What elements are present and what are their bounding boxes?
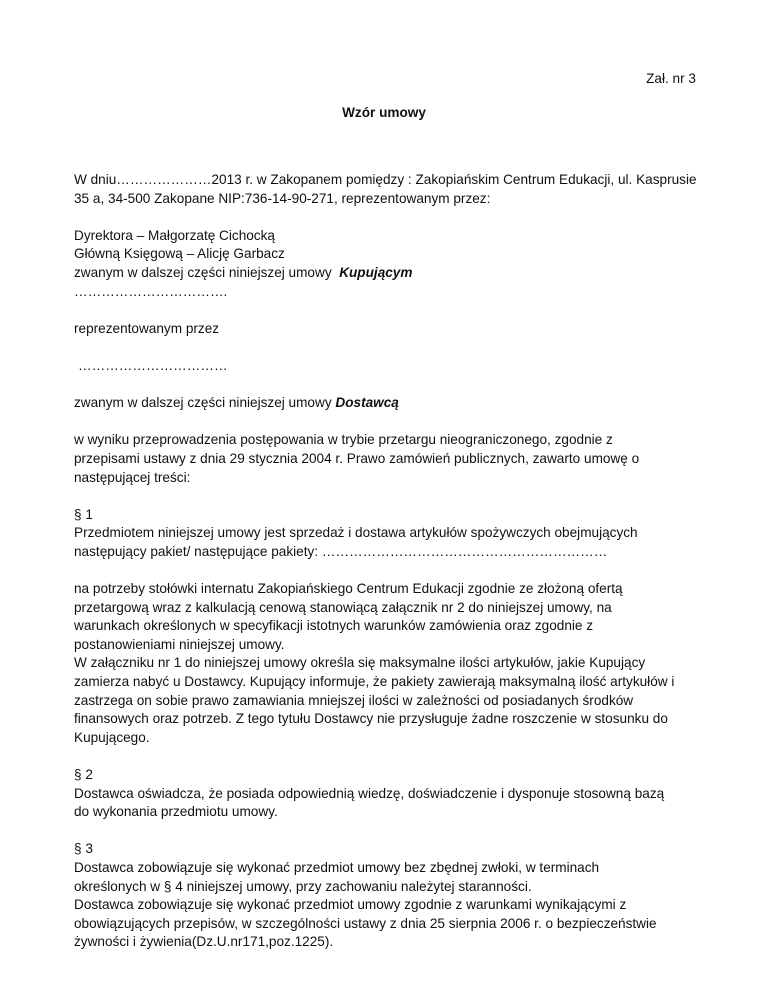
buyer-called-line bbox=[74, 264, 702, 283]
procedure-line: następującej treści: bbox=[74, 469, 191, 485]
section-heading: § 1 bbox=[74, 506, 93, 522]
attachment-label: Zał. nr 3 bbox=[646, 71, 696, 86]
represented-label: reprezentowanym przez bbox=[74, 320, 220, 336]
section-line: warunkach określonych w specyfikacji istotnych warunków zamówienia oraz zgodnie z bbox=[74, 618, 594, 634]
buyer-placeholder: ……………………………. bbox=[74, 283, 228, 299]
section-line: przetargową wraz z kalkulacją cenową stanowiącą załącznik nr 2 do niniejszej umowy, na bbox=[74, 599, 612, 615]
procedure-paragraph bbox=[74, 431, 702, 487]
section-1 bbox=[74, 506, 702, 562]
section-line: obowiązujących przepisów, w szczególności ustawy z dnia 25 sierpnia 2006 r. o bezpieczeństwie bbox=[74, 915, 657, 931]
procedure-line: w wyniku przeprowadzenia postępowania w trybie przetargu nieograniczonego, zgodnie z bbox=[74, 432, 613, 448]
buyer-paragraph bbox=[74, 227, 702, 301]
supplier-called-prefix: zwanym w dalszej części niniejszej umowy bbox=[74, 395, 332, 411]
section-line: Dostawca oświadcza, że posiada odpowiednią wiedzę, doświadczenie i dysponuje stosowną bazą bbox=[74, 785, 665, 801]
buyer-accountant: Główną Księgową – Alicję Garbacz bbox=[74, 246, 285, 262]
section-line: zamierza nabyć u Dostawcy. Kupujący informuje, że pakiety zawierają maksymalną ilość artykułów i bbox=[74, 674, 675, 690]
document-page bbox=[74, 0, 702, 994]
supplier-role: Dostawcą bbox=[335, 395, 399, 411]
section-line: określonych w § 4 niniejszej umowy, przy zachowaniu należytej staranności. bbox=[74, 878, 532, 894]
section-line: zastrzega on sobie prawo zamawiania mniejszej ilości w zależności od posiadanych środków bbox=[74, 692, 634, 708]
section-3 bbox=[74, 840, 702, 952]
represented-placeholder: …………………………… bbox=[78, 357, 228, 373]
supplier-called-line bbox=[74, 394, 702, 413]
section-line: Przedmiotem niniejszej umowy jest sprzedaż i dostawa artykułów spożywczych obejmujących bbox=[74, 525, 638, 541]
section-line: finansowych oraz potrzeb. Z tego tytułu Dostawcy nie przysługuje żadne roszczenie w stosunku do bbox=[74, 711, 668, 727]
section-1-details bbox=[74, 580, 702, 747]
section-line: następujący pakiet/ następujące pakiety: ……………………………………………………… bbox=[74, 543, 608, 559]
buyer-director: Dyrektora – Małgorzatę Cichocką bbox=[74, 227, 275, 243]
section-line: W załączniku nr 1 do niniejszej umowy określa się maksymalne ilości artykułów, jakie Kupujący bbox=[74, 655, 646, 671]
document-body bbox=[74, 171, 702, 952]
section-line: do wykonania przedmiotu umowy. bbox=[74, 804, 278, 820]
section-line: Kupującego. bbox=[74, 729, 150, 745]
section-line: na potrzeby stołówki internatu Zakopiańskiego Centrum Edukacji zgodnie ze złożoną ofertą bbox=[74, 581, 623, 597]
section-2 bbox=[74, 766, 702, 822]
procedure-line: przepisami ustawy z dnia 29 stycznia 2004 r. Prawo zamówień publicznych, zawarto umowę o bbox=[74, 450, 640, 466]
section-heading: § 3 bbox=[74, 841, 93, 857]
section-line: postanowieniami niniejszej umowy. bbox=[74, 636, 285, 652]
section-heading: § 2 bbox=[74, 767, 93, 782]
section-line: Dostawca zobowiązuje się wykonać przedmiot umowy zgodnie z warunkami wynikającymi z bbox=[74, 897, 627, 913]
buyer-called-prefix: zwanym w dalszej części niniejszej umowy bbox=[74, 264, 332, 280]
intro-line: 35 a, 34-500 Zakopane NIP:736-14-90-271, reprezentowanym przez: bbox=[74, 190, 491, 206]
section-line: żywności i żywienia(Dz.U.nr171,poz.1225). bbox=[74, 934, 334, 950]
intro-paragraph bbox=[74, 171, 702, 208]
document-title: Wzór umowy bbox=[342, 105, 426, 120]
section-line: Dostawca zobowiązuje się wykonać przedmiot umowy bez zbędnej zwłoki, w terminach bbox=[74, 859, 600, 875]
buyer-role: Kupującym bbox=[339, 264, 413, 280]
intro-line: W dniu…………………2013 r. w Zakopanem pomiędzy : Zakopiańskim Centrum Edukacji, ul. Kasprusie bbox=[74, 172, 697, 187]
